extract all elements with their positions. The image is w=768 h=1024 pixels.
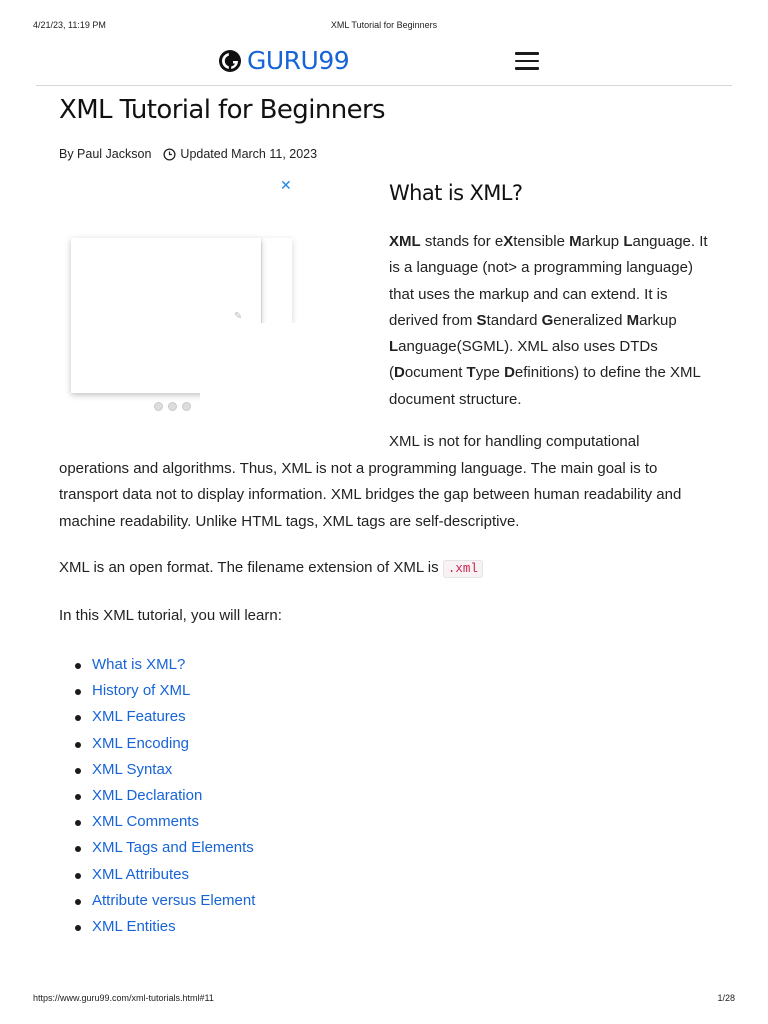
toc-link[interactable]: What is XML? xyxy=(92,656,186,673)
carousel-dot[interactable] xyxy=(154,402,163,411)
list-item xyxy=(92,731,255,757)
print-url: https://www.guru99.com/xml-tutorials.html#11 xyxy=(33,993,214,1003)
print-header xyxy=(33,20,735,32)
print-datetime: 4/21/23, 11:19 PM xyxy=(33,20,106,30)
list-item xyxy=(92,757,255,783)
toc-link[interactable]: History of XML xyxy=(92,682,191,700)
toc-link[interactable]: XML Comments xyxy=(92,813,199,831)
list-item xyxy=(92,704,255,730)
guru99-logo-icon xyxy=(218,49,242,73)
hamburger-menu-icon[interactable] xyxy=(515,52,539,72)
print-footer xyxy=(33,993,735,1005)
print-page-number: 1/28 xyxy=(717,993,735,1003)
pencil-icon: ✎ xyxy=(234,311,243,322)
ad-carousel-dots xyxy=(154,402,191,411)
toc-link[interactable]: XML Declaration xyxy=(92,787,203,805)
intro-paragraph: XML stands for eXtensible Markup Language. It is a language (not> a programming language) that uses the markup and can extend. It is derived from Standard Generalized Markup Language(SGML). XML also uses DTDs (Document Type Definitions) to define the XML document structure. xyxy=(389,233,708,408)
toc-link[interactable]: XML Features xyxy=(92,708,186,726)
paragraph-learn: In this XML tutorial, you will learn: xyxy=(59,607,282,624)
list-item xyxy=(92,652,255,678)
updated-date: Updated March 11, 2023 xyxy=(180,147,318,161)
page-title: XML Tutorial for Beginners xyxy=(59,95,386,125)
author-name[interactable]: By Paul Jackson xyxy=(59,147,152,161)
toc-link[interactable]: XML Syntax xyxy=(92,760,173,778)
list-item xyxy=(92,809,255,835)
clock-icon xyxy=(163,148,176,161)
ad-carousel xyxy=(62,178,298,418)
tutorial-toc xyxy=(59,652,255,940)
paragraph-format: XML is an open format. The filename extension of XML is .xml xyxy=(59,555,709,583)
carousel-dot[interactable] xyxy=(168,402,177,411)
list-item xyxy=(92,678,255,704)
list-item xyxy=(92,783,255,809)
list-item xyxy=(92,914,255,940)
toc-link[interactable]: XML Entities xyxy=(92,918,176,936)
toc-link[interactable]: XML Encoding xyxy=(92,734,190,752)
site-header xyxy=(36,40,732,86)
ad-close-icon[interactable]: ✕ xyxy=(280,177,292,193)
carousel-dot[interactable] xyxy=(182,402,191,411)
list-item xyxy=(92,835,255,861)
ad-card-next[interactable] xyxy=(262,238,292,323)
toc-link[interactable]: XML Attributes xyxy=(92,865,189,883)
toc-link[interactable]: XML Tags and Elements xyxy=(92,839,254,857)
toc-link[interactable]: Attribute versus Element xyxy=(92,891,256,909)
site-logo[interactable] xyxy=(218,47,349,75)
section-heading: What is XML? xyxy=(389,181,523,205)
print-doc-title: XML Tutorial for Beginners xyxy=(330,20,438,30)
list-item xyxy=(92,888,255,914)
byline xyxy=(59,147,317,161)
ad-card-overlay xyxy=(200,323,300,418)
file-extension-code: .xml xyxy=(443,560,483,578)
paragraph-purpose: XML is not for handling computational operations and algorithms. Thus, XML is not a programming language. The main goal is to transport data not to display information. XML bridges the gap between human readability and machine readability. Unlike HTML tags, XML tags are self-descriptive. xyxy=(59,433,682,530)
logo-text: GURU99 xyxy=(247,46,350,75)
list-item xyxy=(92,862,255,888)
